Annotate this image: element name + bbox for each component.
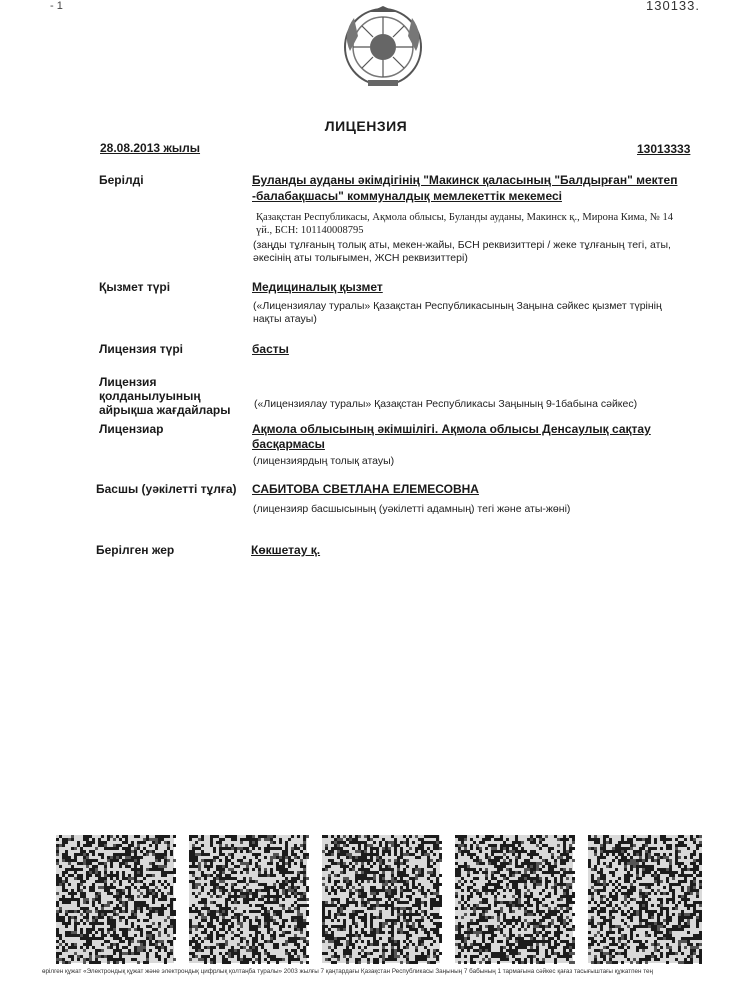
barcode-block-3 <box>322 835 442 964</box>
footer-legal-text: өрілген құжат «Электрондық құжат және электрондық цифрлық қолтаңба туралы» 2003 жылғы 7 қаңтардағы Қазақстан Республикасы Заңының 7 бабының 1 тармағына сәйкес қағаз тасығыштағы құжатпен тең <box>42 968 654 975</box>
licensor-value-line2: басқармасы <box>252 437 325 451</box>
conditions-label-line3: айрықша жағдайлары <box>99 403 231 417</box>
licensee-name-line1: Буланды ауданы әкімдігінің "Макинск қаласының "Балдырған" мектеп <box>252 173 678 187</box>
issue-date: 28.08.2013 жылы <box>100 141 201 155</box>
issued-to-label: Берілді <box>99 173 144 187</box>
licensee-name-line2: -балабақшасы" коммуналдық мемлекеттік мекемесі <box>252 189 562 203</box>
license-type-value: басты <box>252 342 289 356</box>
licensor-value-line1: Ақмола облысының әкімшілігі. Ақмола облысы Денсаулық сақтау <box>252 422 651 436</box>
conditions-label-line1: Лицензия <box>99 375 157 389</box>
top-document-number: 130133. <box>646 0 700 13</box>
kazakhstan-emblem-icon <box>340 6 426 88</box>
barcode-block-5 <box>588 835 702 964</box>
barcode-block-1 <box>56 835 176 964</box>
license-number: 13013333 <box>637 142 691 156</box>
barcode-block-4 <box>455 835 575 964</box>
head-name: САБИТОВА СВЕТЛАНА ЕЛЕМЕСОВНА <box>252 482 479 496</box>
head-label: Басшы (уәкілетті тұлға) <box>96 482 237 496</box>
licensee-note-line1: (заңды тұлғаның толық аты, мекен-жайы, БСН реквизиттері / жеке тұлғаның тегі, аты, <box>253 239 671 251</box>
activity-note-line2: нақты атауы) <box>253 313 317 325</box>
corner-mark: - 1 <box>50 0 63 12</box>
licensee-note-line2: әкесінің аты толығымен, ЖСН реквизиттері) <box>253 252 468 264</box>
head-note: (лицензияр басшысының (уәкілетті адамның) тегі және аты-жөні) <box>253 503 571 515</box>
license-type-label: Лицензия түрі <box>99 342 183 356</box>
activity-label: Қызмет түрі <box>99 280 171 294</box>
place-value: Көкшетау қ. <box>251 543 321 557</box>
licensor-label: Лицензиар <box>99 422 164 436</box>
licensee-address-line1: Қазақстан Республикасы, Ақмола облысы, Буланды ауданы, Макинск қ., Мирона Кима, № 14 <box>256 212 673 223</box>
activity-value: Медициналық қызмет <box>252 280 383 294</box>
activity-note-line1: («Лицензиялау туралы» Қазақстан Республикасының Заңына сәйкес қызмет түрінің <box>253 300 662 312</box>
licensor-note: (лицензиярдың толық атауы) <box>253 455 395 467</box>
barcode-strip <box>52 833 702 967</box>
document-title: ЛИЦЕНЗИЯ <box>324 118 408 134</box>
barcode-block-2 <box>189 835 309 964</box>
conditions-label-line2: қолданылуының <box>99 389 201 403</box>
licensee-address-line2: үй., БСН: 101140008795 <box>256 225 364 236</box>
conditions-note: («Лицензиялау туралы» Қазақстан Республикасы Заңының 9-1бабына сәйкес) <box>254 398 638 410</box>
place-label: Берілген жер <box>96 543 175 557</box>
